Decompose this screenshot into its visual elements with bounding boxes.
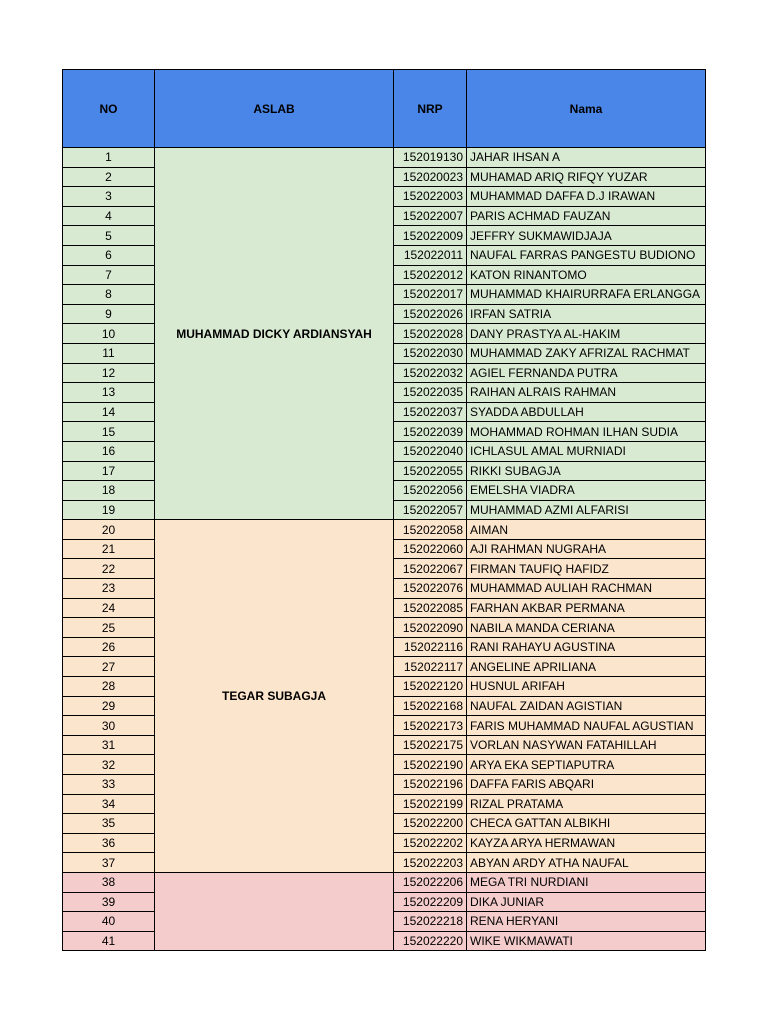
- cell-no: 5: [63, 226, 155, 246]
- cell-nrp: 152022085: [394, 598, 467, 618]
- cell-no: 34: [63, 794, 155, 814]
- cell-nama: JEFFRY SUKMAWIDJAJA: [467, 226, 706, 246]
- cell-nama: AGIEL FERNANDA PUTRA: [467, 363, 706, 383]
- cell-nrp: 152022116: [394, 637, 467, 657]
- cell-nrp: 152022203: [394, 853, 467, 873]
- cell-nrp: 152022057: [394, 500, 467, 520]
- cell-nama: MOHAMMAD ROHMAN ILHAN SUDIA: [467, 422, 706, 442]
- cell-nama: DANY PRASTYA AL-HAKIM: [467, 324, 706, 344]
- cell-no: 15: [63, 422, 155, 442]
- cell-nama: FIRMAN TAUFIQ HAFIDZ: [467, 559, 706, 579]
- cell-no: 29: [63, 696, 155, 716]
- cell-nama: MEGA TRI NURDIANI: [467, 872, 706, 892]
- cell-no: 31: [63, 735, 155, 755]
- cell-nama: RENA HERYANI: [467, 912, 706, 932]
- cell-nama: KATON RINANTOMO: [467, 265, 706, 285]
- cell-nrp: 152022056: [394, 481, 467, 501]
- cell-nrp: 152022028: [394, 324, 467, 344]
- cell-no: 1: [63, 148, 155, 168]
- cell-aslab: TEGAR SUBAGJA: [155, 520, 394, 873]
- cell-nrp: 152022202: [394, 833, 467, 853]
- cell-nrp: 152022196: [394, 775, 467, 795]
- cell-nama: RIKKI SUBAGJA: [467, 461, 706, 481]
- cell-nama: WIKE WIKMAWATI: [467, 931, 706, 951]
- cell-no: 9: [63, 304, 155, 324]
- cell-nama: NAUFAL ZAIDAN AGISTIAN: [467, 696, 706, 716]
- cell-no: 20: [63, 520, 155, 540]
- cell-no: 37: [63, 853, 155, 873]
- cell-nrp: 152022011: [394, 245, 467, 265]
- cell-nrp: 152022206: [394, 872, 467, 892]
- cell-nrp: 152022199: [394, 794, 467, 814]
- cell-no: 4: [63, 206, 155, 226]
- cell-nama: RANI RAHAYU AGUSTINA: [467, 637, 706, 657]
- cell-nrp: 152022017: [394, 285, 467, 305]
- cell-nama: DAFFA FARIS ABQARI: [467, 775, 706, 795]
- cell-nama: NABILA MANDA CERIANA: [467, 618, 706, 638]
- cell-no: 26: [63, 637, 155, 657]
- cell-no: 13: [63, 383, 155, 403]
- cell-no: 3: [63, 187, 155, 207]
- cell-nrp: 152022168: [394, 696, 467, 716]
- cell-nama: CHECA GATTAN ALBIKHI: [467, 814, 706, 834]
- cell-nrp: 152022117: [394, 657, 467, 677]
- cell-no: 6: [63, 245, 155, 265]
- cell-nama: MUHAMMAD DAFFA D.J IRAWAN: [467, 187, 706, 207]
- cell-nrp: 152022012: [394, 265, 467, 285]
- table-header: [63, 70, 706, 148]
- cell-no: 2: [63, 167, 155, 187]
- cell-nama: DIKA JUNIAR: [467, 892, 706, 912]
- student-assignment-table: [62, 69, 706, 951]
- cell-nama: PARIS ACHMAD FAUZAN: [467, 206, 706, 226]
- cell-nama: RIZAL PRATAMA: [467, 794, 706, 814]
- cell-nrp: 152022173: [394, 716, 467, 736]
- cell-nrp: 152022067: [394, 559, 467, 579]
- cell-nrp: 152022040: [394, 441, 467, 461]
- cell-nama: AIMAN: [467, 520, 706, 540]
- cell-nama: ABYAN ARDY ATHA NAUFAL: [467, 853, 706, 873]
- cell-nrp: 152022200: [394, 814, 467, 834]
- cell-aslab: [155, 872, 394, 950]
- cell-nrp: 152022076: [394, 579, 467, 599]
- cell-nrp: 152022026: [394, 304, 467, 324]
- cell-nrp: 152022039: [394, 422, 467, 442]
- cell-nama: SYADDA ABDULLAH: [467, 402, 706, 422]
- table-row: [63, 520, 706, 540]
- cell-nrp: 152022218: [394, 912, 467, 932]
- cell-nrp: 152022209: [394, 892, 467, 912]
- cell-no: 39: [63, 892, 155, 912]
- cell-no: 30: [63, 716, 155, 736]
- cell-nama: ICHLASUL AMAL MURNIADI: [467, 441, 706, 461]
- header-nrp: NRP: [394, 70, 467, 148]
- cell-no: 33: [63, 775, 155, 795]
- cell-nama: MUHAMMAD ZAKY AFRIZAL RACHMAT: [467, 343, 706, 363]
- header-row: [63, 70, 706, 148]
- cell-no: 12: [63, 363, 155, 383]
- cell-nama: MUHAMAD ARIQ RIFQY YUZAR: [467, 167, 706, 187]
- header-no: NO: [63, 70, 155, 148]
- cell-nrp: 152019130: [394, 148, 467, 168]
- cell-no: 32: [63, 755, 155, 775]
- cell-no: 28: [63, 677, 155, 697]
- cell-no: 21: [63, 539, 155, 559]
- cell-nama: FARIS MUHAMMAD NAUFAL AGUSTIAN: [467, 716, 706, 736]
- cell-nama: KAYZA ARYA HERMAWAN: [467, 833, 706, 853]
- cell-nama: ANGELINE APRILIANA: [467, 657, 706, 677]
- cell-no: 19: [63, 500, 155, 520]
- cell-no: 17: [63, 461, 155, 481]
- cell-nrp: 152020023: [394, 167, 467, 187]
- cell-nrp: 152022009: [394, 226, 467, 246]
- cell-nama: HUSNUL ARIFAH: [467, 677, 706, 697]
- cell-nama: JAHAR IHSAN A: [467, 148, 706, 168]
- cell-nama: IRFAN SATRIA: [467, 304, 706, 324]
- table-row: [63, 148, 706, 168]
- cell-no: 10: [63, 324, 155, 344]
- cell-nrp: 152022030: [394, 343, 467, 363]
- cell-nama: VORLAN NASYWAN FATAHILLAH: [467, 735, 706, 755]
- cell-no: 8: [63, 285, 155, 305]
- cell-no: 18: [63, 481, 155, 501]
- table-row: [63, 872, 706, 892]
- cell-nrp: 152022003: [394, 187, 467, 207]
- cell-no: 14: [63, 402, 155, 422]
- cell-nama: MUHAMMAD AZMI ALFARISI: [467, 500, 706, 520]
- cell-no: 35: [63, 814, 155, 834]
- cell-nrp: 152022007: [394, 206, 467, 226]
- cell-nrp: 152022220: [394, 931, 467, 951]
- table-body: [63, 148, 706, 951]
- cell-nrp: 152022055: [394, 461, 467, 481]
- cell-nama: MUHAMMAD KHAIRURRAFA ERLANGGA: [467, 285, 706, 305]
- cell-nrp: 152022120: [394, 677, 467, 697]
- cell-no: 16: [63, 441, 155, 461]
- cell-no: 41: [63, 931, 155, 951]
- cell-no: 11: [63, 343, 155, 363]
- cell-nama: RAIHAN ALRAIS RAHMAN: [467, 383, 706, 403]
- cell-nama: ARYA EKA SEPTIAPUTRA: [467, 755, 706, 775]
- cell-nama: NAUFAL FARRAS PANGESTU BUDIONO: [467, 245, 706, 265]
- cell-no: 7: [63, 265, 155, 285]
- cell-no: 25: [63, 618, 155, 638]
- cell-nrp: 152022037: [394, 402, 467, 422]
- cell-no: 23: [63, 579, 155, 599]
- cell-nrp: 152022060: [394, 539, 467, 559]
- cell-no: 24: [63, 598, 155, 618]
- cell-nrp: 152022190: [394, 755, 467, 775]
- cell-nama: AJI RAHMAN NUGRAHA: [467, 539, 706, 559]
- cell-nrp: 152022175: [394, 735, 467, 755]
- cell-no: 22: [63, 559, 155, 579]
- cell-nrp: 152022035: [394, 383, 467, 403]
- cell-nama: EMELSHA VIADRA: [467, 481, 706, 501]
- cell-aslab: MUHAMMAD DICKY ARDIANSYAH: [155, 148, 394, 520]
- header-nama: Nama: [467, 70, 706, 148]
- cell-nama: FARHAN AKBAR PERMANA: [467, 598, 706, 618]
- cell-nrp: 152022032: [394, 363, 467, 383]
- cell-nama: MUHAMMAD AULIAH RACHMAN: [467, 579, 706, 599]
- header-aslab: ASLAB: [155, 70, 394, 148]
- cell-no: 27: [63, 657, 155, 677]
- cell-no: 40: [63, 912, 155, 932]
- cell-no: 36: [63, 833, 155, 853]
- cell-no: 38: [63, 872, 155, 892]
- cell-nrp: 152022058: [394, 520, 467, 540]
- cell-nrp: 152022090: [394, 618, 467, 638]
